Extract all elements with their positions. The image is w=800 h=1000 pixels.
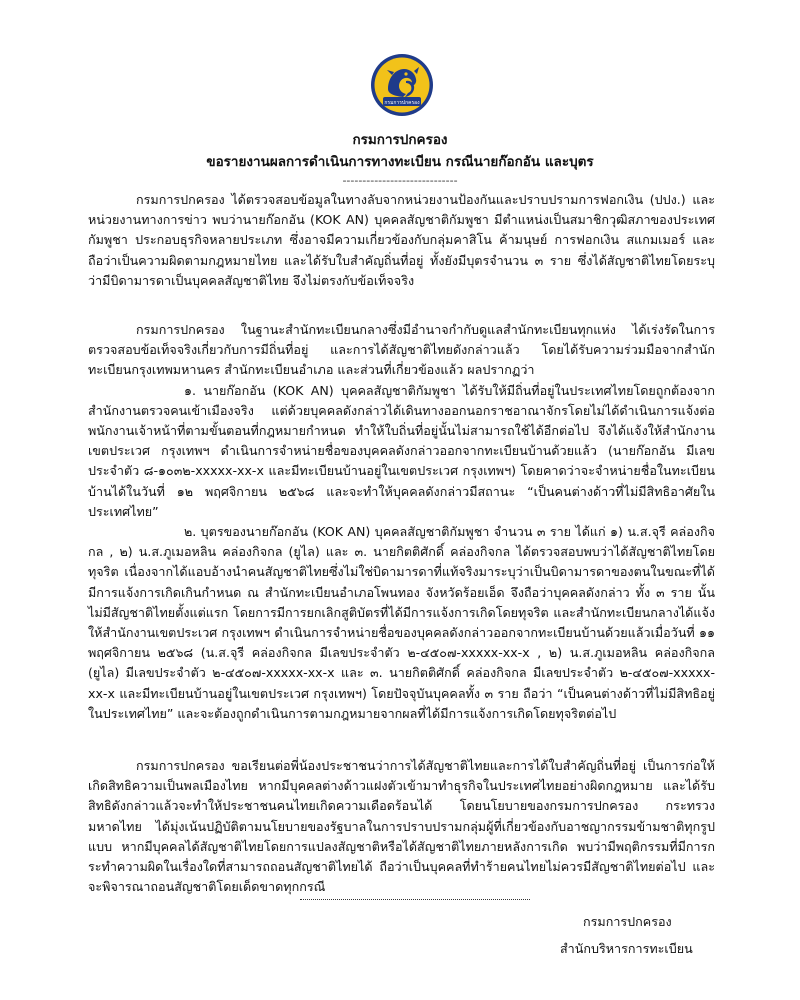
- paragraph-policy: [88, 756, 715, 897]
- paragraph-2-text: กรมการปกครอง ในฐานะสำนักทะเบียนกลางซึ่งมีอำนาจกำกับดูแลสำนักทะเบียนทุกแห่ง ได้เร่งรัดในการตรวจสอบข้อเท็จจริงเกี่ยวกับการมีถิ่นที่อยู่ และการได้สัญชาติไทยดังกล่าวแล้ว โดยได้รับความร่วมมือจากสำนักทะเบียนกรุงเทพมหานคร สำนักทะเบียนอำเภอ และส่วนที่เกี่ยวข้องแล้ว ผลปรากฏว่า: [88, 322, 715, 378]
- document-subject: ขอรายงานผลการดำเนินการทางทะเบียน กรณีนายก๊อกอัน และบุตร: [206, 154, 594, 170]
- paragraph-background: [88, 190, 715, 291]
- bottom-divider: [300, 899, 530, 900]
- finding-item-1: ๑. นายก๊อกอัน (KOK AN) บุคคลสัญชาติกัมพูชา ได้รับให้มีถิ่นที่อยู่ในประเทศไทยโดยถูกต้องจากสำนักงานตรวจคนเข้าเมืองจริง แต่ด้วยบุคคลดังกล่าวได้เดินทางออกนอกราชอาณาจักรโดยไม่ได้ดำเนินการแจ้งต่อพนักงานเจ้าหน้าที่ตามขั้นตอนที่กฎหมายกำหนด ทำให้ใบถิ่นที่อยู่นั้นไม่สามารถใช้ได้อีกต่อไป จึงได้แจ้งให้สำนักงานเขตประเวศ กรุงเทพฯ ดำเนินการจำหน่ายชื่อของบุคคลดังกล่าวออกจากทะเบียนบ้านด้วยแล้ว (นายก๊อกอัน มีเลขประจำตัว ๘-๑๐๓๒-xxxxx-xx-x และมีทะเบียนบ้านอยู่ในเขตประเวศ กรุงเทพฯ) โดยคาดว่าจะจำหน่ายชื่อในทะเบียนบ้านได้ในวันที่ ๑๒ พฤศจิกายน ๒๕๖๘ และจะทำให้บุคคลดังกล่าวมีสถานะ “เป็นคนต่างด้าวที่ไม่มีสิทธิอาศัยในประเทศไทย”: [88, 382, 715, 519]
- signature-office: สำนักบริหารการทะเบียน: [560, 941, 693, 956]
- paragraph-findings: [88, 320, 715, 724]
- signature-organization: กรมการปกครอง: [583, 914, 672, 929]
- organization-title: กรมการปกครอง: [352, 132, 448, 148]
- finding-item-2: ๒. บุตรของนายก๊อกอัน (KOK AN) บุคคลสัญชาติกัมพูชา จำนวน ๓ ราย ได้แก่ ๑) น.ส.จุรี คล่องกิจกล , ๒) น.ส.ภูเมอหลิน คล่องกิจกล (ยูไล) และ ๓. นายกิตติศักดิ์ คล่องกิจกล ได้ตรวจสอบพบว่าได้สัญชาติไทยโดยทุจริต เนื่องจากได้แอบอ้างนำคนสัญชาติไทยซึ่งไม่ใช่บิดามารดาที่แท้จริงมาระบุว่าเป็นบิดามารดาของตนในขณะที่ได้มีการแจ้งการเกิดเกินกำหนด ณ สำนักทะเบียนอำเภอโพนทอง จังหวัดร้อยเอ็ด จึงถือว่าบุคคลดังกล่าว ทั้ง ๓ ราย นั้นไม่มีสัญชาติไทยตั้งแต่แรก โดยการมีการยกเลิกสูติบัตรที่ได้มีการแจ้งการเกิดโดยทุจริต และสำนักทะเบียนกลางได้แจ้งให้สำนักงานเขตประเวศ กรุงเทพฯ ดำเนินการจำหน่ายชื่อของบุคคลดังกล่าวออกจากทะเบียนบ้านด้วยแล้วเมื่อวันที่ ๑๑ พฤศจิกายน ๒๕๖๘ (น.ส.จุรี คล่องกิจกล มีเลขประจำตัว ๒-๔๕๐๗-xxxxx-xx-x , ๒) น.ส.ภูเมอหลิน คล่องกิจกล (ยูไล) มีเลขประจำตัว ๒-๔๕๐๗-xxxxx-xx-x และ ๓. นายกิตติศักดิ์ คล่องกิจกล มีเลขประจำตัว ๒-๔๕๐๗-xxxxx-xx-x และมีทะเบียนบ้านอยู่ในเขตประเวศ กรุงเทพฯ) โดยปัจจุบันบุคคลทั้ง ๓ ราย ถือว่า “เป็นคนต่างด้าวที่ไม่มีสิทธิอยู่ในประเทศไทย” และจะต้องถูกดำเนินการตามกฎหมายจากผลที่ได้มีการแจ้งการเกิดโดยทุจริตต่อไป: [88, 524, 715, 721]
- top-divider: -----------------------------: [342, 174, 458, 187]
- dopa-seal-icon: [370, 53, 434, 117]
- seal-text: กรมการปกครอง: [384, 99, 420, 106]
- paragraph-3-text: กรมการปกครอง ขอเรียนต่อพี่น้องประชาชนว่าการได้สัญชาติไทยและการได้ใบสำคัญถิ่นที่อยู่ เป็นการก่อให้เกิดสิทธิความเป็นพลเมืองไทย หากมีบุคคลต่างด้าวแฝงตัวเข้ามาทำธุรกิจในประเทศไทยอย่างผิดกฎหมาย และได้รับสิทธิดังกล่าวแล้วจะทำให้ประชาชนคนไทยเกิดความเดือดร้อนได้ โดยนโยบายของกรมการปกครอง กระทรวงมหาดไทย ได้มุ่งเน้นปฏิบัติตามนโยบายของรัฐบาลในการปราบปรามกลุ่มผู้ที่เกี่ยวข้องกับอาชญากรรมข้ามชาติทุกรูปแบบ หากมีบุคคลได้สัญชาติไทยโดยการแปลงสัญชาติหรือได้สัญชาติไทยภายหลังการเกิด พบว่ามีพฤติกรรมที่มีการกระทำความผิดในเรื่องใดที่สามารถถอนสัญชาติไทยได้ ถือว่าเป็นบุคคลที่ทำร้ายคนไทยไม่ควรมีสัญชาติไทยต่อไป และจะพิจารณาถอนสัญชาติโดยเด็ดขาดทุกกรณี: [88, 758, 715, 895]
- paragraph-1-text: กรมการปกครอง ได้ตรวจสอบข้อมูลในทางลับจากหน่วยงานป้องกันและปราบปรามการฟอกเงิน (ปปง.) และหน่วยงานทางการข่าว พบว่านายก๊อกอัน (KOK AN) บุคคลสัญชาติกัมพูชา มีตำแหน่งเป็นสมาชิกวุฒิสภาของประเทศกัมพูชา ประกอบธุรกิจหลายประเภท ซึ่งอาจมีความเกี่ยวข้องกับกลุ่มคาสิโน ค้ามนุษย์ การฟอกเงิน สแกมเมอร์ และถือว่าเป็นความผิดตามกฎหมายไทย และได้รับใบสำคัญถิ่นที่อยู่ ทั้งยังมีบุตรจำนวน ๓ ราย ซึ่งได้สัญชาติไทยโดยระบุว่ามีบิดามารดาเป็นบุคคลสัญชาติไทย จึงไม่ตรงกับข้อเท็จจริง: [88, 192, 715, 288]
